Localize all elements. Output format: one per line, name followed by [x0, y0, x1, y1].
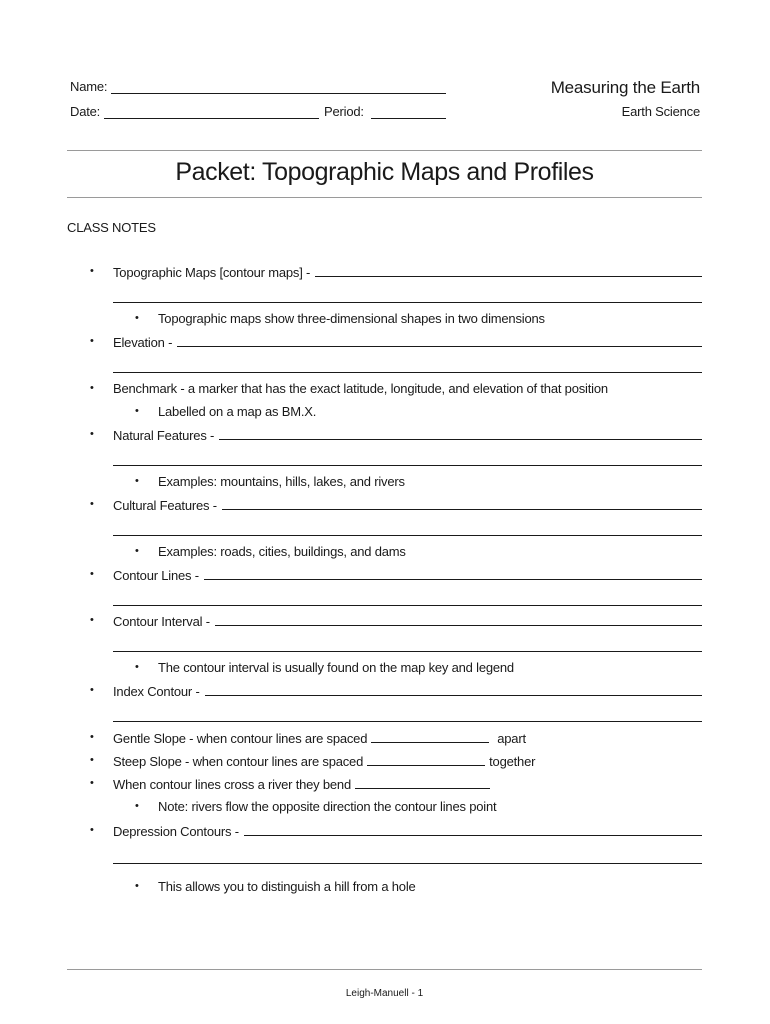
footer-rule: [67, 969, 702, 970]
list-item-depression-contours: [113, 823, 702, 839]
bullet: •: [135, 475, 139, 487]
item-label: Contour Interval -: [113, 614, 210, 629]
bullet: •: [135, 405, 139, 417]
period-label: Period:: [324, 104, 364, 119]
item-label: Topographic Maps [contour maps] -: [113, 265, 311, 280]
item-label: Contour Lines -: [113, 568, 199, 583]
answer-blank[interactable]: [371, 730, 489, 743]
list-item-benchmark: Benchmark - a marker that has the exact latitude, longitude, and elevation of that position: [113, 381, 608, 396]
bullet: •: [90, 568, 94, 580]
title-top-rule: [67, 150, 702, 151]
list-item-steep-slope: [113, 753, 535, 769]
list-item-cultural-features: [113, 497, 702, 513]
page-title: Packet: Topographic Maps and Profiles: [175, 158, 594, 186]
period-field[interactable]: [371, 118, 446, 119]
item-label-end: apart: [497, 731, 526, 746]
bullet: •: [90, 777, 94, 789]
answer-line[interactable]: [113, 721, 702, 722]
item-label: Steep Slope - when contour lines are spaced: [113, 754, 364, 769]
name-field[interactable]: [111, 93, 446, 94]
date-label: Date:: [70, 104, 101, 119]
list-item-topographic-maps: [113, 264, 702, 280]
sub-item: Labelled on a map as BM.X.: [158, 404, 317, 419]
list-item-index-contour: [113, 683, 702, 699]
sub-item: Examples: roads, cities, buildings, and dams: [158, 544, 406, 559]
course-name: Earth Science: [621, 104, 700, 119]
title-bottom-rule: [67, 197, 702, 198]
item-label: Cultural Features -: [113, 498, 217, 513]
bullet: •: [90, 498, 94, 510]
answer-blank[interactable]: [177, 346, 702, 347]
answer-line[interactable]: [113, 302, 702, 303]
bullet: •: [90, 428, 94, 440]
bullet: •: [135, 800, 139, 812]
list-item-elevation: [113, 334, 702, 350]
unit-title: Measuring the Earth: [550, 78, 700, 97]
answer-line[interactable]: [113, 651, 702, 652]
answer-line[interactable]: [113, 605, 702, 606]
answer-blank[interactable]: [215, 625, 702, 626]
bullet: •: [135, 661, 139, 673]
item-label: Natural Features -: [113, 428, 215, 443]
sub-item: This allows you to distinguish a hill from a hole: [158, 879, 416, 894]
item-label: Elevation -: [113, 335, 173, 350]
answer-line[interactable]: [113, 465, 702, 466]
answer-blank[interactable]: [367, 753, 485, 766]
item-label: When contour lines cross a river they bend: [113, 777, 351, 792]
answer-blank[interactable]: [244, 835, 702, 836]
bullet: •: [90, 731, 94, 743]
sub-item: Topographic maps show three-dimensional shapes in two dimensions: [158, 311, 545, 326]
sub-item: Note: rivers flow the opposite direction the contour lines point: [158, 799, 497, 814]
answer-line[interactable]: [113, 863, 702, 864]
date-field[interactable]: [104, 118, 319, 119]
bullet: •: [90, 684, 94, 696]
answer-line[interactable]: [113, 372, 702, 373]
list-item-contour-interval: [113, 613, 702, 629]
bullet: •: [90, 824, 94, 836]
item-label-end: together: [489, 754, 536, 769]
answer-blank[interactable]: [204, 579, 702, 580]
bullet: •: [135, 880, 139, 892]
page-footer: Leigh-Manuell - 1: [345, 988, 424, 999]
list-item-contour-lines: [113, 567, 702, 583]
bullet: •: [90, 754, 94, 766]
bullet: •: [90, 265, 94, 277]
name-label: Name:: [70, 79, 108, 94]
answer-blank[interactable]: [205, 695, 702, 696]
item-label: Index Contour -: [113, 684, 200, 699]
list-item-river: [113, 776, 494, 792]
bullet: •: [90, 382, 94, 394]
sub-item: The contour interval is usually found on the map key and legend: [158, 660, 514, 675]
bullet: •: [135, 312, 139, 324]
answer-blank[interactable]: [355, 776, 490, 789]
list-item-natural-features: [113, 427, 702, 443]
answer-line[interactable]: [113, 535, 702, 536]
answer-blank[interactable]: [315, 276, 702, 277]
answer-blank[interactable]: [219, 439, 702, 440]
list-item-gentle-slope: [113, 730, 526, 746]
item-label: Depression Contours -: [113, 824, 239, 839]
answer-blank[interactable]: [222, 509, 702, 510]
bullet: •: [90, 614, 94, 626]
bullet: •: [135, 545, 139, 557]
bullet: •: [90, 335, 94, 347]
sub-item: Examples: mountains, hills, lakes, and rivers: [158, 474, 405, 489]
item-label: Gentle Slope - when contour lines are spaced: [113, 731, 368, 746]
section-heading: CLASS NOTES: [67, 220, 156, 235]
